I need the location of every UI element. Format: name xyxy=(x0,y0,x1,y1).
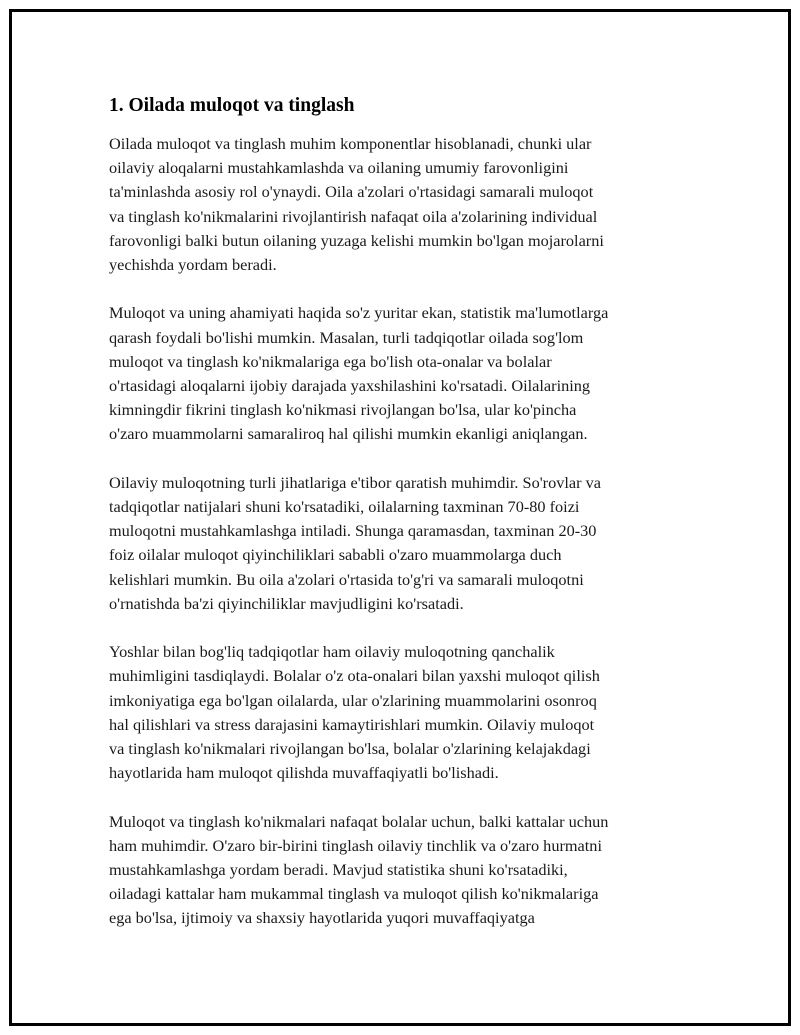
paragraph-line: hayotlarida ham muloqot qilishda muvaffaqiyatli bo'lishadi. xyxy=(109,763,499,783)
paragraph-line: oiladagi kattalar ham mukammal tinglash va muloqot qilish ko'nikmalariga xyxy=(109,884,599,904)
paragraph-2 xyxy=(109,301,687,446)
paragraph-line: yechishda yordam beradi. xyxy=(109,255,277,275)
paragraph-line: Muloqot va uning ahamiyati haqida so'z yuritar ekan, statistik ma'lumotlarga xyxy=(109,303,609,323)
paragraph-line: ta'minlashda asosiy rol o'ynaydi. Oila a'zolari o'rtasidagi samarali muloqot xyxy=(109,182,594,202)
paragraph-3 xyxy=(109,471,687,616)
paragraph-4 xyxy=(109,640,687,785)
paragraph-line: o'zaro muammolarni samaraliroq hal qilishi mumkin ekanligi aniqlangan. xyxy=(109,424,588,444)
paragraph-line: oilaviy aloqalarni mustahkamlashda va oilaning umumiy farovonligini xyxy=(109,158,569,178)
paragraph-line: va tinglash ko'nikmalari rivojlangan bo'lsa, bolalar o'zlarining kelajakdagi xyxy=(109,739,591,759)
paragraph-line: muhimligini tasdiqlaydi. Bolalar o'z ota-onalari bilan yaxshi muloqot qilish xyxy=(109,666,600,686)
paragraph-line: muloqot va tinglash ko'nikmalariga ega bo'lish ota-onalar va bolalar xyxy=(109,351,552,371)
paragraph-line: va tinglash ko'nikmalarini rivojlantirish nafaqat oila a'zolarining individual xyxy=(109,206,598,226)
paragraph-line: kimningdir fikrini tinglash ko'nikmasi rivojlangan bo'lsa, ular ko'pincha xyxy=(109,400,577,420)
paragraph-line: hal qilishlari va stress darajasini kamaytirishlari mumkin. Oilaviy muloqot xyxy=(109,714,595,734)
paragraph-line: kelishlari mumkin. Bu oila a'zolari o'rtasida to'g'ri va samarali muloqotni xyxy=(109,569,584,589)
paragraph-line: mustahkamlashga yordam beradi. Mavjud statistika shuni ko'rsatadiki, xyxy=(109,860,568,880)
document-body xyxy=(109,94,687,955)
paragraph-line: Oilaviy muloqotning turli jihatlariga e'tibor qaratish muhimdir. So'rovlar va xyxy=(109,472,601,492)
paragraph-line: Oilada muloqot va tinglash muhim komponentlar hisoblanadi, chunki ular xyxy=(109,134,592,153)
paragraph-line: imkoniyatiga ega bo'lgan oilalarda, ular o'zlarining muammolarini osonroq xyxy=(109,690,597,710)
paragraph-line: qarash foydali bo'lishi mumkin. Masalan, turli tadqiqotlar oilada sog'lom xyxy=(109,327,584,347)
paragraph-line: farovonligi balki butun oilaning yuzaga kelishi mumkin bo'lgan mojarolarni xyxy=(109,230,604,250)
paragraph-line: ham muhimdir. O'zaro bir-birini tinglash oilaviy tinchlik va o'zaro hurmatni xyxy=(109,835,602,855)
paragraph-line: o'rtasidagi aloqalarni ijobiy darajada yaxshilashini ko'rsatadi. Oilalarining xyxy=(109,376,591,396)
paragraph-line: Muloqot va tinglash ko'nikmalari nafaqat bolalar uchun, balki kattalar uchun xyxy=(109,811,609,831)
paragraph-line: tadqiqotlar natijalari shuni ko'rsatadiki, oilalarning taxminan 70-80 foizi xyxy=(109,497,580,517)
paragraph-line: muloqotni mustahkamlashga intiladi. Shunga qaramasdan, taxminan 20-30 xyxy=(109,521,597,541)
paragraph-5 xyxy=(109,810,687,931)
paragraph-line: ega bo'lsa, ijtimoiy va shaxsiy hayotlarida yuqori muvaffaqiyatga xyxy=(109,908,535,928)
paragraph-line: o'rnatishda ba'zi qiyinchiliklar mavjudligini ko'rsatadi. xyxy=(109,593,464,613)
paragraph-line: foiz oilalar muloqot qiyinchiliklari sababli o'zaro muammolarga duch xyxy=(109,545,562,565)
section-heading: 1. Oilada muloqot va tinglash xyxy=(109,95,355,116)
paragraph-1 xyxy=(109,132,687,277)
paragraph-line: Yoshlar bilan bog'liq tadqiqotlar ham oilaviy muloqotning qanchalik xyxy=(109,642,555,662)
